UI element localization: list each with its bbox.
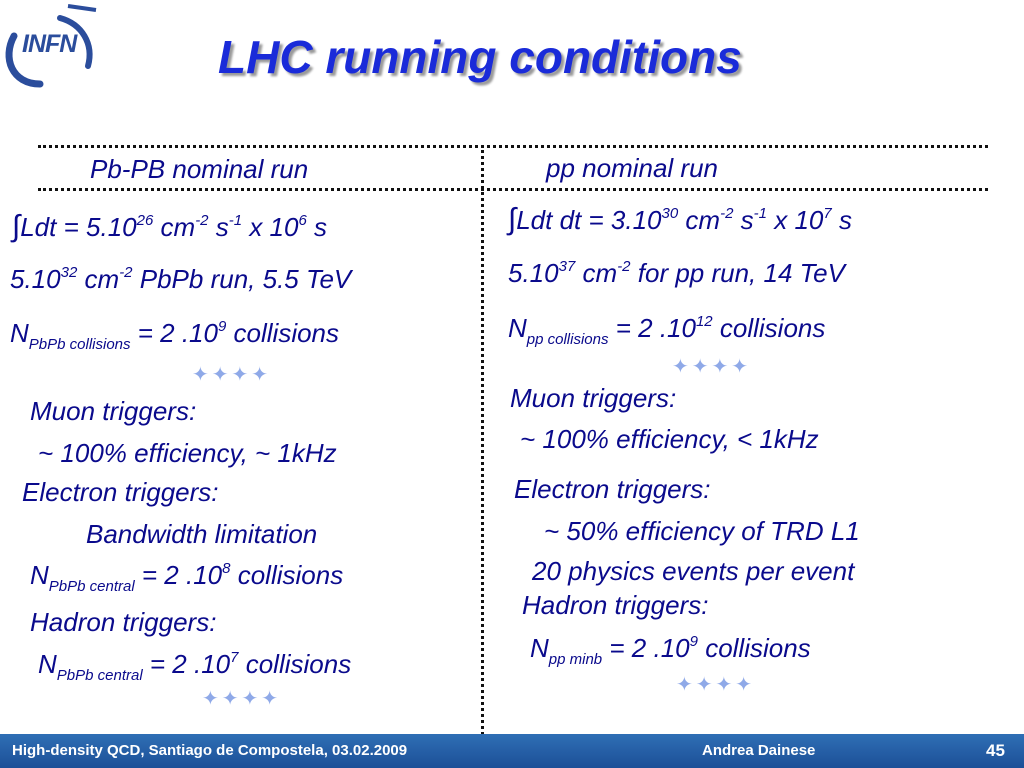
left-luminosity: $\int Ldt = 5.10^{26}$ $cm^{-2}$ $s^{-1}$ x $10^6$ s <box>12 210 328 243</box>
left-column-header: Pb-PB nominal run <box>90 154 309 184</box>
left-rate: 5.10$^{32}$ $cm^{-2}$ PbPb run, 5.5 TeV <box>10 264 352 294</box>
left-hadron-label: Hadron triggers: <box>30 607 217 637</box>
table-top-border <box>38 145 988 148</box>
right-stars-1-icon: ✦✦✦✦ <box>672 356 752 378</box>
left-muon-label: Muon triggers: <box>30 396 197 426</box>
left-electron-note: Bandwidth limitation <box>86 519 318 549</box>
integral-symbol: ∫ <box>508 203 517 236</box>
table-header-border <box>38 188 988 191</box>
right-hadron-label: Hadron triggers: <box>522 590 709 620</box>
right-column-header: pp nominal run <box>546 153 718 183</box>
right-muon-label: Muon triggers: <box>510 383 677 413</box>
right-muon-efficiency: ~ 100% efficiency, < 1kHz <box>520 424 819 454</box>
right-stars-2-icon: ✦✦✦✦ <box>676 674 756 696</box>
left-n-collisions: $N_{PbPb collisions} = 2$ $.10^9$ collisions <box>10 318 340 353</box>
right-physics-events: 20 physics events per event <box>532 556 855 586</box>
slide-title: LHC running conditions <box>218 31 742 83</box>
left-stars-1-icon: ✦✦✦✦ <box>192 364 272 386</box>
right-n-collisions: $N_{pp collisions} = 2$ $.10^{12}$ collisions <box>508 313 826 348</box>
right-rate: 5.10$^{37}$ $cm^{-2}$ for pp run, 14 TeV <box>508 258 845 288</box>
left-n-central-2: $N_{PbPb central} = 2$ $.10^7$ collisions <box>38 649 352 684</box>
right-electron-label: Electron triggers: <box>514 474 711 504</box>
right-luminosity: ∫Ldt dt = $3.10^{30}$ $cm^{-2}$ $s^{-1}$ x $10^7$ s <box>508 203 852 236</box>
left-muon-efficiency: ~ 100% efficiency, ~ 1kHz <box>38 438 337 468</box>
left-electron-label: Electron triggers: <box>22 477 219 507</box>
footer-event: High-density QCD, Santiago de Compostela, 03.02.2009 <box>12 742 408 759</box>
right-n-minb: $N_{pp minb} = 2$ $.10^9$ collisions <box>530 633 811 668</box>
footer-page-number: 45 <box>986 741 1005 760</box>
column-divider <box>481 145 484 735</box>
right-electron-efficiency: ~ 50% efficiency of TRD L1 <box>544 516 860 546</box>
left-stars-2-icon: ✦✦✦✦ <box>202 688 282 710</box>
infn-logo-text: INFN <box>22 30 77 58</box>
integral-symbol: ∫ <box>12 210 21 243</box>
left-n-central-1: $N_{PbPb central} = 2$ $.10^8$ collisions <box>30 560 344 595</box>
infn-logo <box>0 0 100 92</box>
footer-author: Andrea Dainese <box>702 742 816 759</box>
